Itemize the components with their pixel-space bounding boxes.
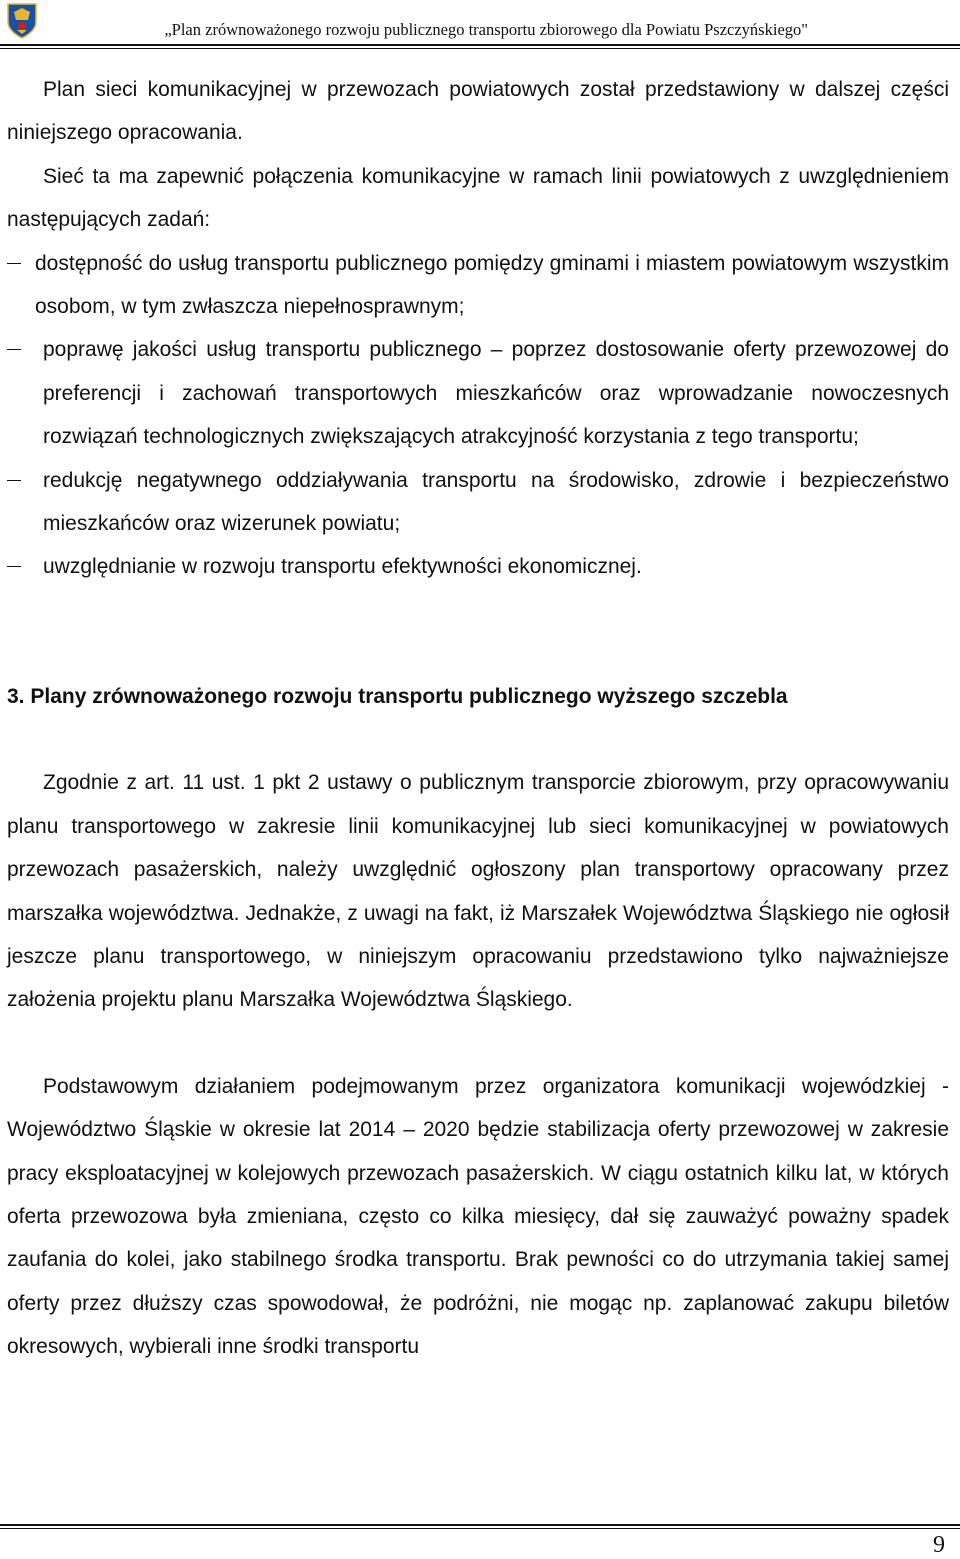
paragraph: Sieć ta ma zapewnić połączenia komunikacyjne w ramach linii powiatowych z uwzględnieniem następujących zadań: bbox=[7, 164, 949, 232]
list-item bbox=[7, 545, 949, 588]
dash-icon bbox=[7, 480, 21, 481]
paragraph: Podstawowym działaniem podejmowanym przez organizatora komunikacji wojewódzkiej - Województwo Śląskie w okresie lat 2014 – 2020 będzie stabilizacja oferty przewozowej w zakresie pracy eksploatacyjnej w kolejowych przewozach pasażerskich. W ciągu ostatnich kilku lat, w których oferta przewozowa była zmieniana, często co kilka miesięcy, dał się zauważyć poważny spadek zaufania do kolei, jako stabilnego środka transportu. Brak pewności co do utrzymania takiej samej oferty przez dłuższy czas spowodował, że podróżni, nie mogąc np. zaplanować zakupu biletów okresowych, wybierali inne środki transportu bbox=[7, 1074, 949, 1359]
list-item-text: uwzględnianie w rozwoju transportu efektywności ekonomicznej. bbox=[43, 555, 642, 579]
dash-icon bbox=[7, 566, 21, 567]
paragraph: Plan sieci komunikacyjnej w przewozach powiatowych został przedstawiony w dalszej części niniejszego opracowania. bbox=[7, 78, 949, 145]
section-heading: 3. Plany zrównoważonego rozwoju transportu publicznego wyższego szczebla bbox=[7, 684, 788, 708]
coat-of-arms-icon bbox=[6, 2, 38, 40]
page-body bbox=[7, 68, 949, 1369]
list-item-text: redukcję negatywnego oddziaływania transportu na środowisko, zdrowie i bezpieczeństwo mieszkańców oraz wizerunek powiatu; bbox=[43, 468, 949, 536]
document-title: „Plan zrównoważonego rozwoju publicznego transportu zbiorowego dla Powiatu Pszczyńskiego" bbox=[164, 20, 808, 39]
list-item-text: dostępność do usług transportu publicznego pomiędzy gminami i miastem powiatowym wszystkim osobom, w tym zwłaszcza niepełnosprawnym; bbox=[35, 251, 949, 319]
footer-rule-thin bbox=[0, 1528, 960, 1529]
dash-icon bbox=[7, 349, 21, 350]
list-item bbox=[7, 328, 949, 458]
list-item bbox=[7, 242, 949, 329]
header-rule-thin bbox=[0, 48, 960, 49]
footer-rule bbox=[0, 1524, 960, 1526]
list-item-text: poprawę jakości usług transportu publicznego – poprzez dostosowanie oferty przewozowej do preferencji i zachowań transportowych mieszkańców oraz wprowadzanie nowoczesnych rozwiązań technologicznych zwiększających atrakcyjność korzystania z tego transportu; bbox=[43, 338, 949, 449]
list-item bbox=[7, 459, 949, 546]
paragraph: Zgodnie z art. 11 ust. 1 pkt 2 ustawy o publicznym transporcie zbiorowym, przy opracowywaniu planu transportowego w zakresie linii komunikacyjnej lub sieci komunikacyjnej w powiatowych przewozach pasażerskich, należy uwzględnić ogłoszony plan transportowy opracowany przez marszałka województwa. Jednakże, z uwagi na fakt, iż Marszałek Województwa Śląskiego nie ogłosił jeszcze planu transportowego, w niniejszym opracowaniu przedstawiono tylko najważniejsze założenia projektu planu Marszałka Województwa Śląskiego. bbox=[7, 771, 949, 1012]
task-list bbox=[7, 242, 949, 589]
page-number: 9 bbox=[933, 1532, 945, 1558]
header-rule bbox=[0, 44, 960, 46]
dash-icon bbox=[7, 263, 21, 264]
page-header bbox=[0, 0, 960, 48]
